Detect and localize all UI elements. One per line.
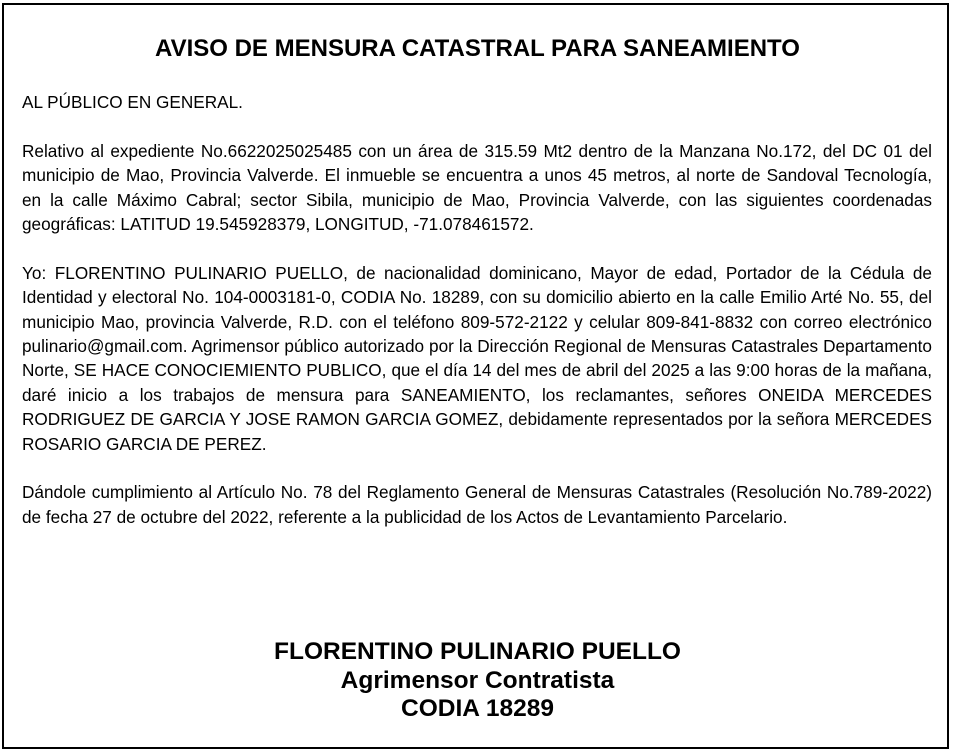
paragraph-expediente: Relativo al expediente No.6622025025485 con un área de 315.59 Mt2 dentro de la Manzana No.172, del DC 01 del municipio de Mao, Provincia Valverde. El inmueble se encuentra a unos 45 metros, al norte de Sandoval Tecnología, en la calle Máximo Cabral; sector Sibila, municipio de Mao, Provincia Valverde, con las siguientes coordenadas geográficas: LATITUD 19.545928379, LONGITUD, -71.078461572. <box>22 140 932 235</box>
notice-body <box>22 90 932 554</box>
signature-codia: CODIA 18289 <box>401 695 554 722</box>
notice-title: AVISO DE MENSURA CATASTRAL PARA SANEAMIENTO <box>155 35 800 62</box>
paragraph-cumplimiento: Dándole cumplimiento al Artículo No. 78 del Reglamento General de Mensuras Catastrales (Resolución No.789-2022) de fecha 27 de octubre del 2022, referente a la publicidad de los Actos de Levantamiento Parcelario. <box>22 482 932 527</box>
notice-frame <box>2 3 949 749</box>
signature-block <box>4 638 951 724</box>
salutation: AL PÚBLICO EN GENERAL. <box>22 92 243 112</box>
signature-name: FLORENTINO PULINARIO PUELLO <box>274 638 681 665</box>
signature-role: Agrimensor Contratista <box>340 666 615 694</box>
paragraph-declaracion: Yo: FLORENTINO PULINARIO PUELLO, de nacionalidad dominicano, Mayor de edad, Portador de la Cédula de Identidad y electoral No. 104-0003181-0, CODIA No. 18289, con su domicilio abierto en la calle Emilio Arté No. 55, del municipio Mao, provincia Valverde, R.D. con el teléfono 809-572-2122 y celular 809-841-8832 con correo electrónico pulinario@gmail.com. Agrimensor público autorizado por la Dirección Regional de Mensuras Catastrales Departamento Norte, SE HACE CONOCIEMIENTO PUBLICO, que el día 14 del mes de abril del 2025 a las 9:00 horas de la mañana, daré inicio a los trabajos de mensura para SANEAMIENTO, los reclamantes, señores ONEIDA MERCEDES RODRIGUEZ DE GARCIA Y JOSE RAMON GARCIA GOMEZ, debidamente representados por la señora MERCEDES ROSARIO GARCIA DE PEREZ. <box>22 262 932 454</box>
